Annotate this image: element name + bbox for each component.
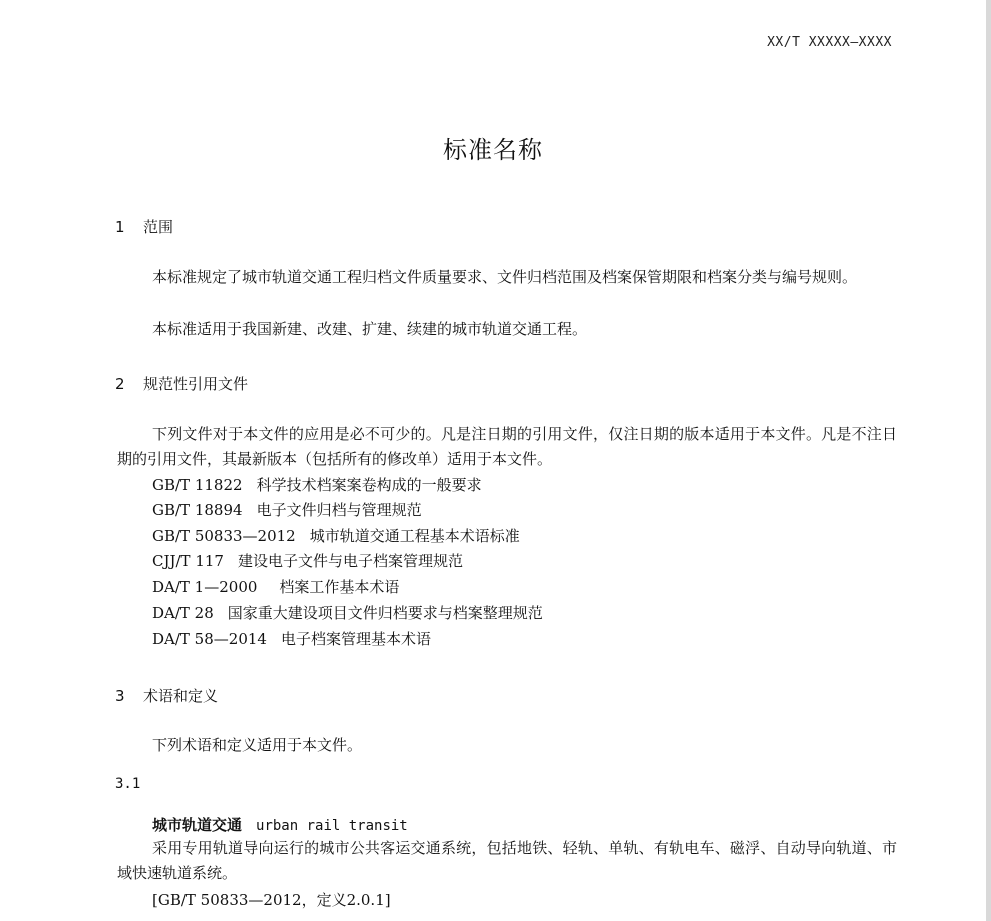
reference-name: 建设电子文件与电子档案管理规范 [237, 552, 463, 570]
reference-code: GB/T 11822 [152, 476, 243, 494]
section-1-number: 1 [115, 218, 125, 236]
reference-item [152, 549, 463, 574]
reference-code: CJJ/T 117 [152, 552, 224, 570]
reference-name: 电子文件归档与管理规范 [256, 501, 422, 519]
term-source: [GB/T 50833—2012，定义2.0.1] [152, 891, 391, 909]
term-definition: 采用专用轨道导向运行的城市公共客运交通系统，包括地铁、轻轨、单轨、有轨电车、磁浮、自动导向轨道、市域快速轨道系统。 [117, 839, 897, 882]
term-chinese: 城市轨道交通 [152, 816, 243, 834]
section-2-heading [115, 373, 248, 394]
standard-code: XX/T XXXXX—XXXX [767, 35, 892, 50]
reference-name: 国家重大建设项目文件归档要求与档案整理规范 [227, 604, 543, 622]
reference-item [152, 575, 399, 600]
reference-name: 电子档案管理基本术语 [280, 630, 431, 648]
section-2-intro: 下列文件对于本文件的应用是必不可少的。凡是注日期的引用文件，仅注日期的版本适用于本文件。凡是不注日期的引用文件，其最新版本（包括所有的修改单）适用于本文件。 [117, 425, 897, 468]
term-english: urban rail transit [256, 818, 408, 834]
reference-item [152, 601, 543, 626]
reference-item [152, 498, 422, 523]
section-1-heading [115, 216, 173, 237]
section-2-title: 规范性引用文件 [143, 375, 249, 393]
reference-item [152, 627, 431, 652]
clause-number: 3.1 [115, 776, 141, 792]
document-title: 标准名称 [443, 136, 543, 164]
reference-item [152, 473, 482, 498]
reference-code: DA/T 1—2000 [152, 578, 258, 596]
reference-item [152, 524, 520, 549]
page-edge [986, 0, 991, 921]
section-3-title: 术语和定义 [143, 687, 219, 705]
reference-code: GB/T 18894 [152, 501, 243, 519]
reference-code: GB/T 50833—2012 [152, 527, 296, 545]
reference-name: 城市轨道交通工程基本术语标准 [309, 527, 520, 545]
term-entry [152, 814, 408, 835]
section-3-heading [115, 685, 218, 706]
section-3-intro: 下列术语和定义适用于本文件。 [152, 736, 363, 754]
reference-name: 档案工作基本术语 [279, 578, 400, 596]
reference-name: 科学技术档案案卷构成的一般要求 [256, 476, 482, 494]
section-3-number: 3 [115, 687, 125, 705]
section-1-paragraph-2: 本标准适用于我国新建、改建、扩建、续建的城市轨道交通工程。 [152, 320, 588, 338]
reference-code: DA/T 28 [152, 604, 214, 622]
section-1-paragraph-1: 本标准规定了城市轨道交通工程归档文件质量要求、文件归档范围及档案保管期限和档案分类与编号规则。 [152, 268, 858, 286]
section-1-title: 范围 [143, 218, 174, 236]
section-2-number: 2 [115, 375, 125, 393]
reference-code: DA/T 58—2014 [152, 630, 267, 648]
